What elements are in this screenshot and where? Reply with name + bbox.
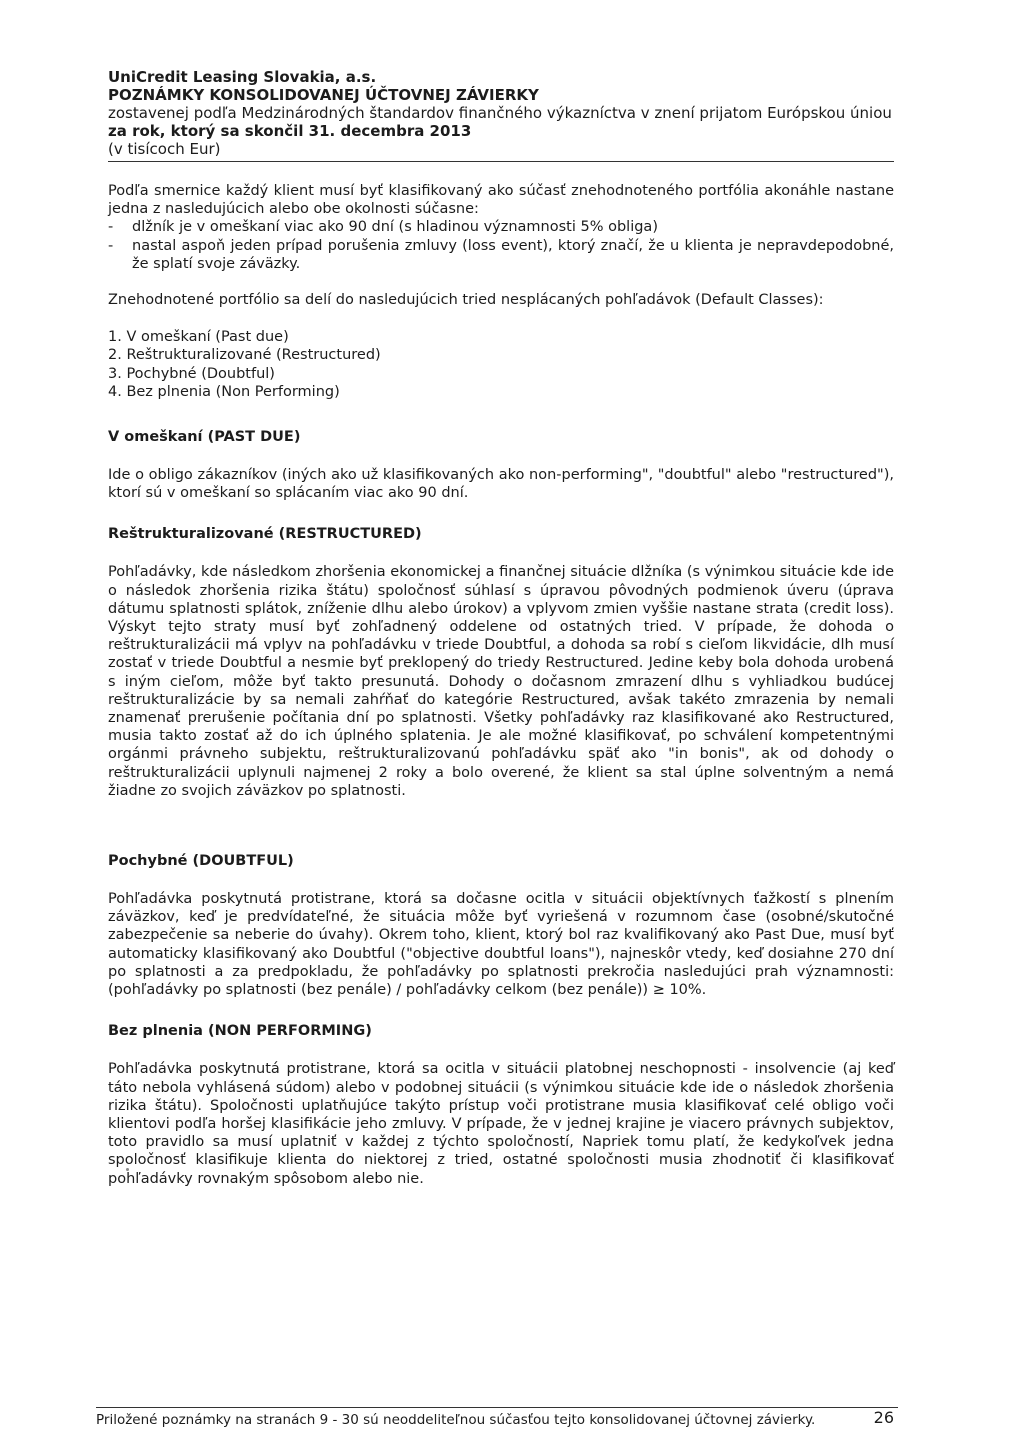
document-title: POZNÁMKY KONSOLIDOVANEJ ÚČTOVNEJ ZÁVIERKY: [108, 86, 539, 104]
section-heading-restructured: Reštrukturalizované (RESTRUCTURED): [108, 526, 422, 543]
section-heading-non-performing: Bez plnenia (NON PERFORMING): [108, 1023, 372, 1040]
class-item: 2. Reštrukturalizované (Restructured): [108, 347, 381, 364]
section-text-non-performing: Pohľadávka poskytnutá protistrane, ktorá sa ocitla v situácii platobnej neschopnosti - insolvencie (aj keď táto nebola vyhlásená súdom) alebo v podobnej situácii (s výnimkou situácie kde ide o následok zhoršenia rizika štátu). Spoločnosti uplatňujúce takýto prístup voči protistrane musia klasifikovať celé obligo voči klientovi podľa horšej klasifikácie jeho zmluvy. V prípade, že v jednej krajine je viacero právnych subjektov, toto pravidlo sa musí uplatniť v každej z týchto spoločností, Napriek tomu platí, že kedykoľvek jedna spoločnosť klasifikuje klienta do niektorej z tried, ostatné spoločnosti musia zhodnotiť či klasifikovať pohľadávky rovnakým spôsobom alebo nie.: [108, 1061, 894, 1187]
page-number: 26: [873, 1408, 894, 1427]
section-text-past-due: Ide o obligo zákazníkov (iných ako už klasifikovaných ako non-performing", "doubtful" alebo "restructured"), ktorí sú v omeškaní so splácaním viac ako 90 dní.: [108, 467, 894, 502]
section-text-doubtful: Pohľadávka poskytnutá protistrane, ktorá sa dočasne ocitla v situácii objektívnych ťažkostí s plnením záväzkov, keď je predvídateľné, že situácia môže byť vyriešená v rozumnom čase (osobné/skutočné zabezpečenie sa neberie do úvahy). Okrem toho, klient, ktorý bol raz kvalifikovaný ako Past Due, musí byť automaticky klasifikovaný ako Doubtful ("objective doubtful loans"), najneskôr vtedy, keď dosiahne 270 dní po splatnosti a za predpokladu, že pohľadávky po splatnosti prekročia nasledujúci prah významnosti: (pohľadávky po splatnosti (bez penále) / pohľadávky celkom (bez penále)) ≥ 10%.: [108, 891, 894, 999]
currency-units: (v tisícoch Eur): [108, 140, 221, 158]
document-subtitle: zostavenej podľa Medzinárodných štandardov finančného výkazníctva v znení prijatom Európskou úniou: [108, 104, 892, 122]
default-classes-list: [108, 328, 894, 401]
bullet-item: - nastal aspoň jeden prípad porušenia zmluvy (loss event), ktorý značí, že u klienta je nepravdepodobné, že splatí svoje záväzky.: [108, 237, 894, 272]
class-item: 4. Bez plnenia (Non Performing): [108, 383, 340, 400]
intro-paragraph: Podľa smernice každý klient musí byť klasifikovaný ako súčasť znehodnoteného portfólia akonáhle nastane jedna z nasledujúcich alebo obe okolnosti súčasne:: [108, 183, 894, 218]
section-heading-doubtful: Pochybné (DOUBTFUL): [108, 853, 294, 870]
reporting-period: za rok, ktorý sa skončil 31. decembra 2013: [108, 122, 472, 140]
section-heading-past-due: V omeškaní (PAST DUE): [108, 429, 301, 446]
page-footer: [96, 1407, 898, 1428]
class-item: 3. Pochybné (Doubtful): [108, 365, 275, 382]
class-item: 1. V omeškaní (Past due): [108, 329, 289, 346]
section-text-restructured: Pohľadávky, kde následkom zhoršenia ekonomickej a finančnej situácie dlžníka (s výnimkou situácie kde ide o následok zhoršenia rizika štátu) spoločnosť súhlasí s úpravou pôvodných podmienok úveru (úprava dátumu splatnosti splátok, zníženie dlhu alebo úrokov) a vplyvom zmien vyššie nastane strata (credit loss). Výskyt tejto straty musí byť zohľadnený oddelene od ostatných tried. V prípade, že dohoda o reštrukturalizácii má vplyv na pohľadávku v triede Doubtful, a dohoda sa robí s cieľom likvidácie, dlh musí zostať v triede Doubtful a nesmie byť preklopený do triedy Restructured. Jedine keby bola dohoda urobená s iným cieľom, môže byť takto presunutá. Dohody o dočasnom zmrazení dlhu s vyhliadkou budúcej reštrukturalizácie by sa nemali zahŕňať do kategórie Restructured, avšak takéto zmrazenia by nemali znamenať prerušenie počítania dní po splatnosti. Všetky pohľadávky raz klasifikované ako Restructured, musia takto zostať až do ich úplného splatenia. Je ale možné klasifikovať, po schválení kompetentnými orgánmi právneho subjektu, reštrukturalizovanú pohľadávku späť ako "in bonis", ak od dohody o reštrukturalizácii uplynuli najmenej 2 roky a bolo overené, že klient sa stal úplne solventným a nemá žiadne zo svojich záväzkov po splatnosti.: [108, 564, 894, 799]
default-classes-intro: Znehodnotené portfólio sa delí do nasledujúcich tried nesplácaných pohľadávok (Default Classes):: [108, 292, 824, 309]
footer-note: Priložené poznámky na stranách 9 - 30 sú neoddeliteľnou súčasťou tejto konsolidovanej účtovnej závierky.: [96, 1412, 816, 1428]
company-name: UniCredit Leasing Slovakia, a.s.: [108, 68, 377, 86]
header-divider: [108, 161, 894, 162]
scan-speck: [126, 1168, 129, 1171]
page-content: [108, 68, 894, 1188]
bullet-item: - dlžník je v omeškaní viac ako 90 dní (s hladinou významnosti 5% obliga): [108, 219, 658, 236]
intro-bullet-list: [108, 218, 894, 273]
